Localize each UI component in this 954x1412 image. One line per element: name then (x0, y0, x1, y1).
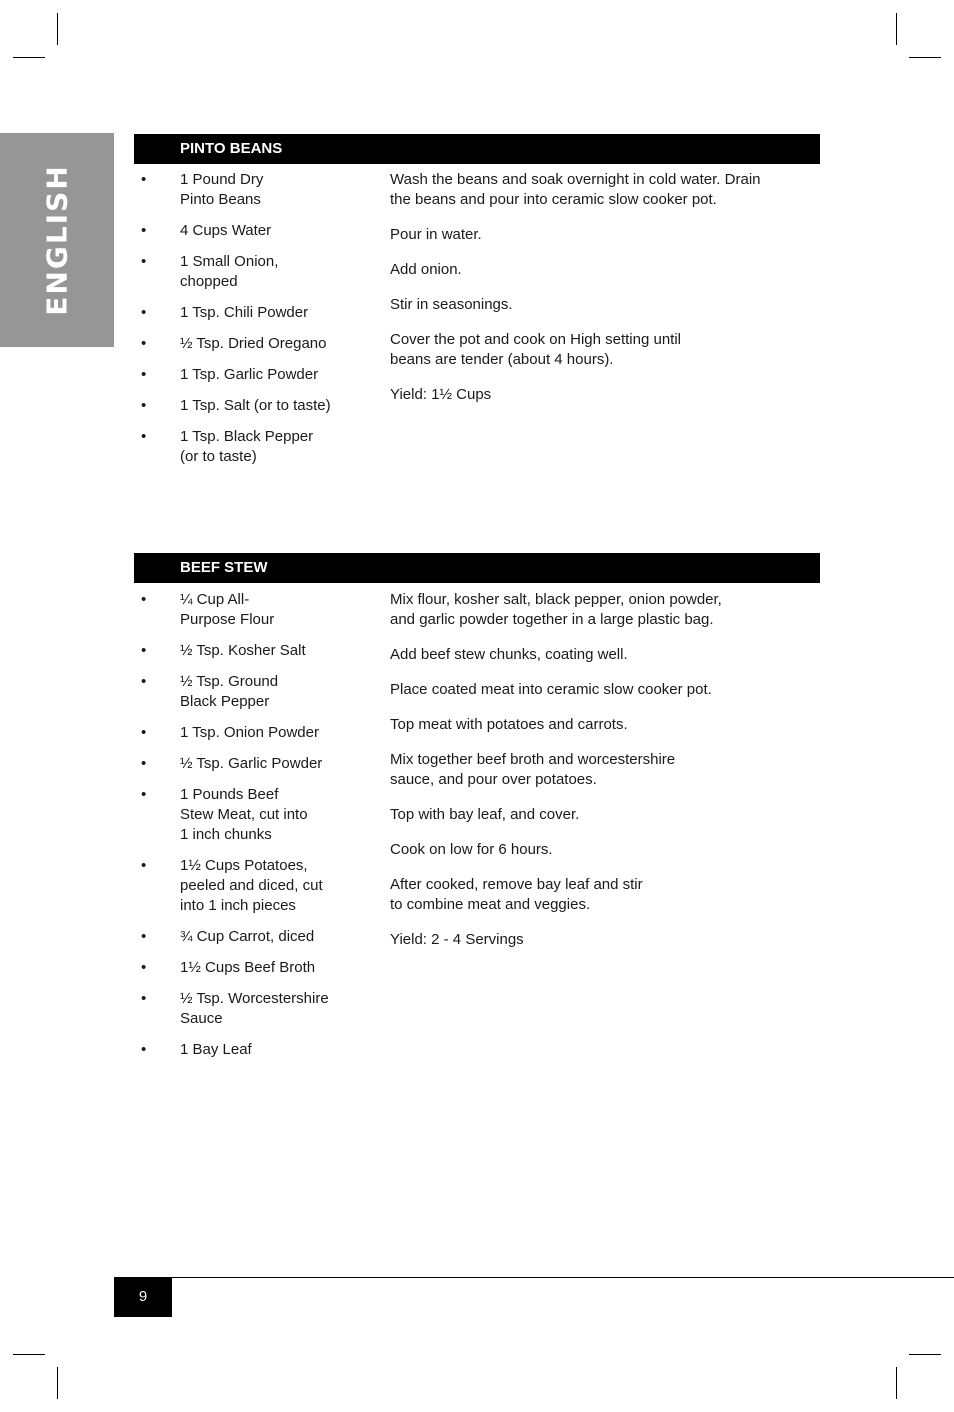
bullet-marker: • (141, 304, 147, 321)
bullet-marker: • (141, 591, 147, 608)
instruction-step: Yield: 1½ Cups (390, 386, 492, 403)
bullet-marker: • (141, 857, 147, 874)
instruction-step: Add onion. (390, 261, 462, 278)
ingredient-item (134, 989, 374, 1029)
bullet-marker: • (141, 366, 147, 383)
ingredient-item (134, 303, 374, 323)
ingredient-text: ½ Tsp. Worcestershire Sauce (180, 990, 329, 1027)
ingredient-item (134, 252, 374, 292)
ingredient-item (134, 723, 374, 743)
ingredient-text: 1 Tsp. Garlic Powder (180, 366, 319, 383)
language-label: ENGLISH (40, 164, 74, 316)
instruction-step: Cook on low for 6 hours. (390, 841, 553, 858)
crop-mark (13, 1354, 45, 1355)
ingredient-item (134, 1040, 374, 1060)
recipe-title-bar (134, 553, 820, 583)
crop-mark (909, 1354, 941, 1355)
crop-mark (57, 13, 58, 45)
ingredient-item (134, 856, 374, 916)
ingredient-item (134, 785, 374, 845)
ingredient-item (134, 927, 374, 947)
ingredient-text: 1½ Cups Potatoes, peeled and diced, cut into 1 inch pieces (180, 857, 323, 914)
ingredient-text: ½ Tsp. Dried Oregano (180, 335, 327, 352)
ingredient-text: ½ Tsp. Garlic Powder (180, 755, 323, 772)
page-number: 9 (114, 1277, 172, 1317)
instruction-step: Yield: 2 - 4 Servings (390, 931, 524, 948)
recipe-title: PINTO BEANS (180, 140, 283, 157)
bullet-marker: • (141, 397, 147, 414)
bullet-marker: • (141, 959, 147, 976)
bullet-marker: • (141, 171, 147, 188)
ingredient-text: 1 Pounds Beef Stew Meat, cut into 1 inch chunks (180, 786, 308, 843)
ingredient-text: 1 Tsp. Onion Powder (180, 724, 319, 741)
instruction-step: Top with bay leaf, and cover. (390, 806, 580, 823)
instruction-list (390, 590, 810, 965)
bullet-marker: • (141, 335, 147, 352)
instruction-step: Cover the pot and cook on High setting until beans are tender (about 4 hours). (390, 331, 682, 368)
instruction-step: Mix together beef broth and worcestershire sauce, and pour over potatoes. (390, 751, 676, 788)
ingredient-text: 1 Tsp. Chili Powder (180, 304, 309, 321)
ingredient-item (134, 958, 374, 978)
ingredient-item (134, 221, 374, 241)
instruction-step: Stir in seasonings. (390, 296, 513, 313)
bullet-marker: • (141, 1041, 147, 1058)
ingredient-list (134, 170, 374, 478)
ingredient-text: ½ Tsp. Kosher Salt (180, 642, 306, 659)
instruction-step: Mix flour, kosher salt, black pepper, onion powder, and garlic powder together in a large plastic bag. (390, 591, 722, 628)
bullet-marker: • (141, 642, 147, 659)
crop-mark (896, 13, 897, 45)
crop-mark (57, 1367, 58, 1399)
crop-mark (13, 57, 45, 58)
ingredient-text: 1 Tsp. Black Pepper (or to taste) (180, 428, 314, 465)
ingredient-text: 4 Cups Water (180, 222, 272, 239)
ingredient-list (134, 590, 374, 1071)
ingredient-text: ½ Tsp. Ground Black Pepper (180, 673, 279, 710)
ingredient-item (134, 396, 374, 416)
ingredient-item (134, 427, 374, 467)
bullet-marker: • (141, 928, 147, 945)
instruction-step: After cooked, remove bay leaf and stir to combine meat and veggies. (390, 876, 643, 913)
ingredient-item (134, 590, 374, 630)
ingredient-item (134, 365, 374, 385)
ingredient-item (134, 334, 374, 354)
recipe-title-bar (134, 134, 820, 164)
footer-rule (114, 1277, 954, 1278)
crop-mark (909, 57, 941, 58)
bullet-marker: • (141, 755, 147, 772)
ingredient-item (134, 170, 374, 210)
language-side-tab (0, 133, 114, 347)
ingredient-text: ¼ Cup All- Purpose Flour (180, 591, 275, 628)
ingredient-text: 1 Small Onion, chopped (180, 253, 279, 290)
ingredient-text: 1 Tsp. Salt (or to taste) (180, 397, 331, 414)
ingredient-text: ¾ Cup Carrot, diced (180, 928, 315, 945)
recipe-title: BEEF STEW (180, 559, 268, 576)
bullet-marker: • (141, 724, 147, 741)
ingredient-text: 1 Pound Dry Pinto Beans (180, 171, 264, 208)
bullet-marker: • (141, 222, 147, 239)
ingredient-item (134, 754, 374, 774)
instruction-step: Pour in water. (390, 226, 482, 243)
bullet-marker: • (141, 253, 147, 270)
ingredient-text: 1 Bay Leaf (180, 1041, 252, 1058)
instruction-step: Wash the beans and soak overnight in cold water. Drain the beans and pour into ceramic slow cooker pot. (390, 171, 761, 208)
bullet-marker: • (141, 673, 147, 690)
ingredient-item (134, 672, 374, 712)
bullet-marker: • (141, 428, 147, 445)
ingredient-item (134, 641, 374, 661)
crop-mark (896, 1367, 897, 1399)
bullet-marker: • (141, 990, 147, 1007)
instruction-step: Top meat with potatoes and carrots. (390, 716, 628, 733)
bullet-marker: • (141, 786, 147, 803)
instruction-list (390, 170, 810, 420)
instruction-step: Place coated meat into ceramic slow cooker pot. (390, 681, 712, 698)
ingredient-text: 1½ Cups Beef Broth (180, 959, 316, 976)
instruction-step: Add beef stew chunks, coating well. (390, 646, 628, 663)
